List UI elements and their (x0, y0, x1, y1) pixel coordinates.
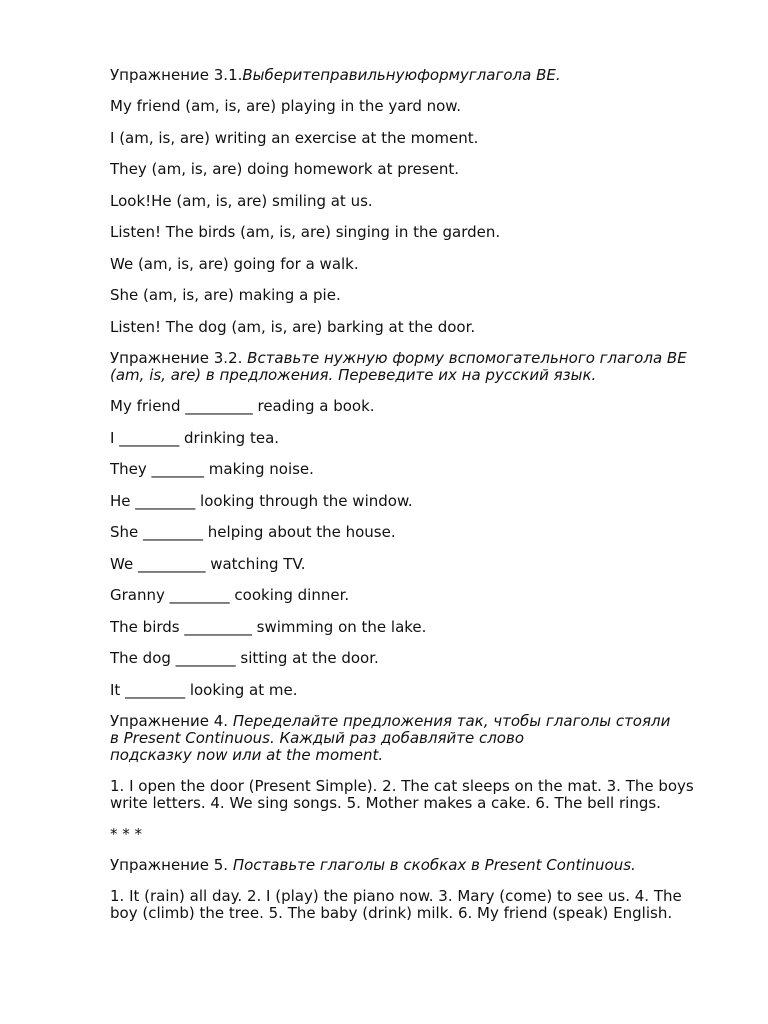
exercise-4-instruction-line1: Переделайте предложения так, чтобы глаголы стояли (232, 712, 671, 730)
exercise-5-text-line2: boy (climb) the tree. 5. The baby (drink) milk. 6. My friend (speak) English. (110, 904, 673, 922)
exercise-3-2-item: She ________ helping about the house. (110, 523, 396, 541)
exercise-5-prefix: Упражнение 5. (110, 856, 233, 874)
exercise-3-1-item: Listen! The dog (am, is, are) barking at the door. (110, 317, 476, 336)
exercise-3-2-item: It ________ looking at me. (110, 680, 298, 699)
exercise-5-heading (110, 857, 730, 874)
exercise-3-1-heading (110, 67, 730, 84)
exercise-3-2-heading (110, 350, 730, 367)
exercise-4-text-line2: write letters. 4. We sing songs. 5. Mother makes a cake. 6. The bell rings. (110, 794, 661, 812)
exercise-3-2-item: The dog ________ sitting at the door. (110, 649, 379, 667)
exercise-3-2-item: We _________ watching TV. (110, 554, 306, 573)
exercise-3-1-item: She (am, is, are) making a pie. (110, 286, 341, 304)
exercise-3-2-item: I ________ drinking tea. (110, 428, 280, 447)
exercise-3-2-instruction-line1: Вставьте нужную форму вспомогательного глагола BE (247, 349, 687, 367)
exercise-3-1-prefix: Упражнение 3.1. (110, 66, 243, 84)
exercise-4-text-line1: 1. I open the door (Present Simple). 2. The cat sleeps on the mat. 3. The boys (110, 777, 694, 795)
exercise-3-1-item: Look!He (am, is, are) smiling at us. (110, 191, 373, 210)
exercise-3-1-instruction: Выберитеправильнуюформуглагола BE. (242, 66, 561, 84)
exercise-3-2-item: Granny ________ cooking dinner. (110, 586, 350, 604)
exercise-3-2-instruction-line2: (am, is, are) в предложения. Переведите их на русский язык. (110, 366, 597, 384)
exercise-4-heading (110, 713, 730, 730)
exercise-3-1-item: I (am, is, are) writing an exercise at the moment. (110, 128, 479, 147)
exercise-3-1-item: My friend (am, is, are) playing in the yard now. (110, 97, 461, 115)
exercise-5-instruction: Поставьте глаголы в скобках в Present Continuous. (232, 856, 636, 874)
exercise-4-instruction-line2: в Present Continuous. Каждый раз добавляйте слово (110, 729, 525, 747)
section-separator: * * * (110, 825, 143, 843)
exercise-3-1-item: We (am, is, are) going for a walk. (110, 254, 359, 273)
exercise-3-2-prefix: Упражнение 3.2. (110, 349, 248, 367)
document-content (110, 67, 730, 922)
exercise-3-2-item: My friend _________ reading a book. (110, 397, 375, 415)
exercise-5-text-line1: 1. It (rain) all day. 2. I (play) the piano now. 3. Mary (come) to see us. 4. The (110, 887, 682, 905)
exercise-4-instruction-line3: подсказку now или at the moment. (110, 746, 384, 764)
exercise-3-1-item: They (am, is, are) doing homework at present. (110, 160, 460, 178)
exercise-3-2-item: They _______ making noise. (110, 460, 314, 478)
exercise-4-prefix: Упражнение 4. (110, 712, 233, 730)
exercise-3-2-item: The birds _________ swimming on the lake. (110, 617, 427, 636)
exercise-3-1-item: Listen! The birds (am, is, are) singing in the garden. (110, 223, 501, 241)
exercise-3-2-item: He ________ looking through the window. (110, 491, 413, 510)
